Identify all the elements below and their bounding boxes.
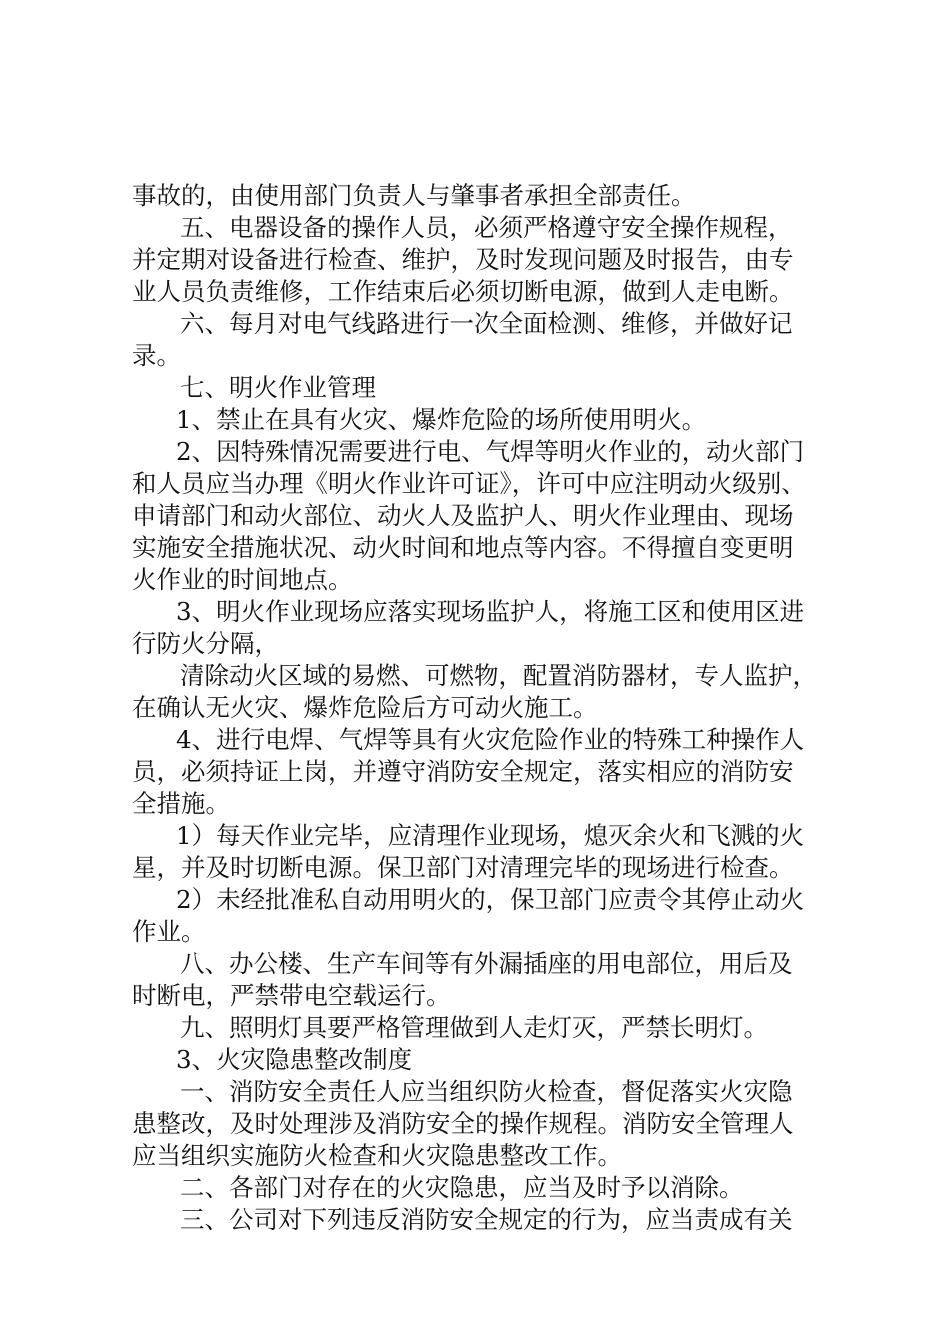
text-line: 实施安全措施状况、动火时间和地点等内容。不得擅自变更明: [132, 533, 794, 562]
text-line: 六、每月对电气线路进行一次全面检测、维修，并做好记: [180, 309, 793, 338]
text-line: 作业。: [132, 917, 206, 946]
text-line: 五、电器设备的操作人员，必须严格遵守安全操作规程，: [180, 213, 793, 242]
text-line: 清除动火区域的易燃、可燃物，配置消防器材，专人监护，: [180, 661, 817, 690]
text-line: 2、因特殊情况需要进行电、气焊等明火作业的，动火部门: [176, 437, 805, 466]
text-line: 1）每天作业完毕，应清理作业现场，熄灭余火和飞溅的火: [176, 821, 805, 850]
text-line: 应当组织实施防火检查和火灾隐患整改工作。: [132, 1141, 622, 1170]
text-line: 3、明火作业现场应落实现场监护人，将施工区和使用区进: [176, 597, 805, 626]
text-line: 二、各部门对存在的火灾隐患，应当及时予以消除。: [180, 1173, 744, 1202]
text-line: 八、办公楼、生产车间等有外漏插座的用电部位，用后及: [180, 949, 793, 978]
text-line: 1、禁止在具有火灾、爆炸危险的场所使用明火。: [176, 405, 707, 434]
text-line: 业人员负责维修，工作结束后必须切断电源，做到人走电断。: [132, 277, 794, 306]
text-line: 和人员应当办理《明火作业许可证》，许可中应注明动火级别、: [132, 469, 806, 498]
text-line: 录。: [132, 341, 181, 370]
text-line: 2）未经批准私自动用明火的，保卫部门应责令其停止动火: [176, 885, 805, 914]
text-line: 三、公司对下列违反消防安全规定的行为，应当责成有关: [180, 1205, 793, 1234]
text-line: 员，必须持证上岗，并遵守消防安全规定，落实相应的消防安: [132, 757, 794, 786]
text-line: 4、进行电焊、气焊等具有火灾危险作业的特殊工种操作人: [176, 725, 805, 754]
section-heading: 七、明火作业管理: [180, 373, 376, 402]
text-line: 全措施。: [132, 789, 230, 818]
text-line: 时断电，严禁带电空载运行。: [132, 981, 451, 1010]
text-line: 行防火分隔，: [132, 629, 279, 658]
text-line: 一、消防安全责任人应当组织防火检查，督促落实火灾隐: [180, 1077, 793, 1106]
text-line: 患整改，及时处理涉及消防安全的操作规程。消防安全管理人: [132, 1109, 794, 1138]
text-line: 事故的，由使用部门负责人与肇事者承担全部责任。: [132, 181, 696, 210]
text-line: 星，并及时切断电源。保卫部门对清理完毕的现场进行检查。: [132, 853, 794, 882]
text-line: 申请部门和动火部位、动火人及监护人、明火作业理由、现场: [132, 501, 794, 530]
text-line: 火作业的时间地点。: [132, 565, 353, 594]
text-line: 九、照明灯具要严格管理做到人走灯灭，严禁长明灯。: [180, 1013, 768, 1042]
text-line: 并定期对设备进行检查、维护，及时发现问题及时报告，由专: [132, 245, 794, 274]
text-line: 在确认无火灾、爆炸危险后方可动火施工。: [132, 693, 598, 722]
section-heading: 3、火灾隐患整改制度: [176, 1045, 413, 1074]
